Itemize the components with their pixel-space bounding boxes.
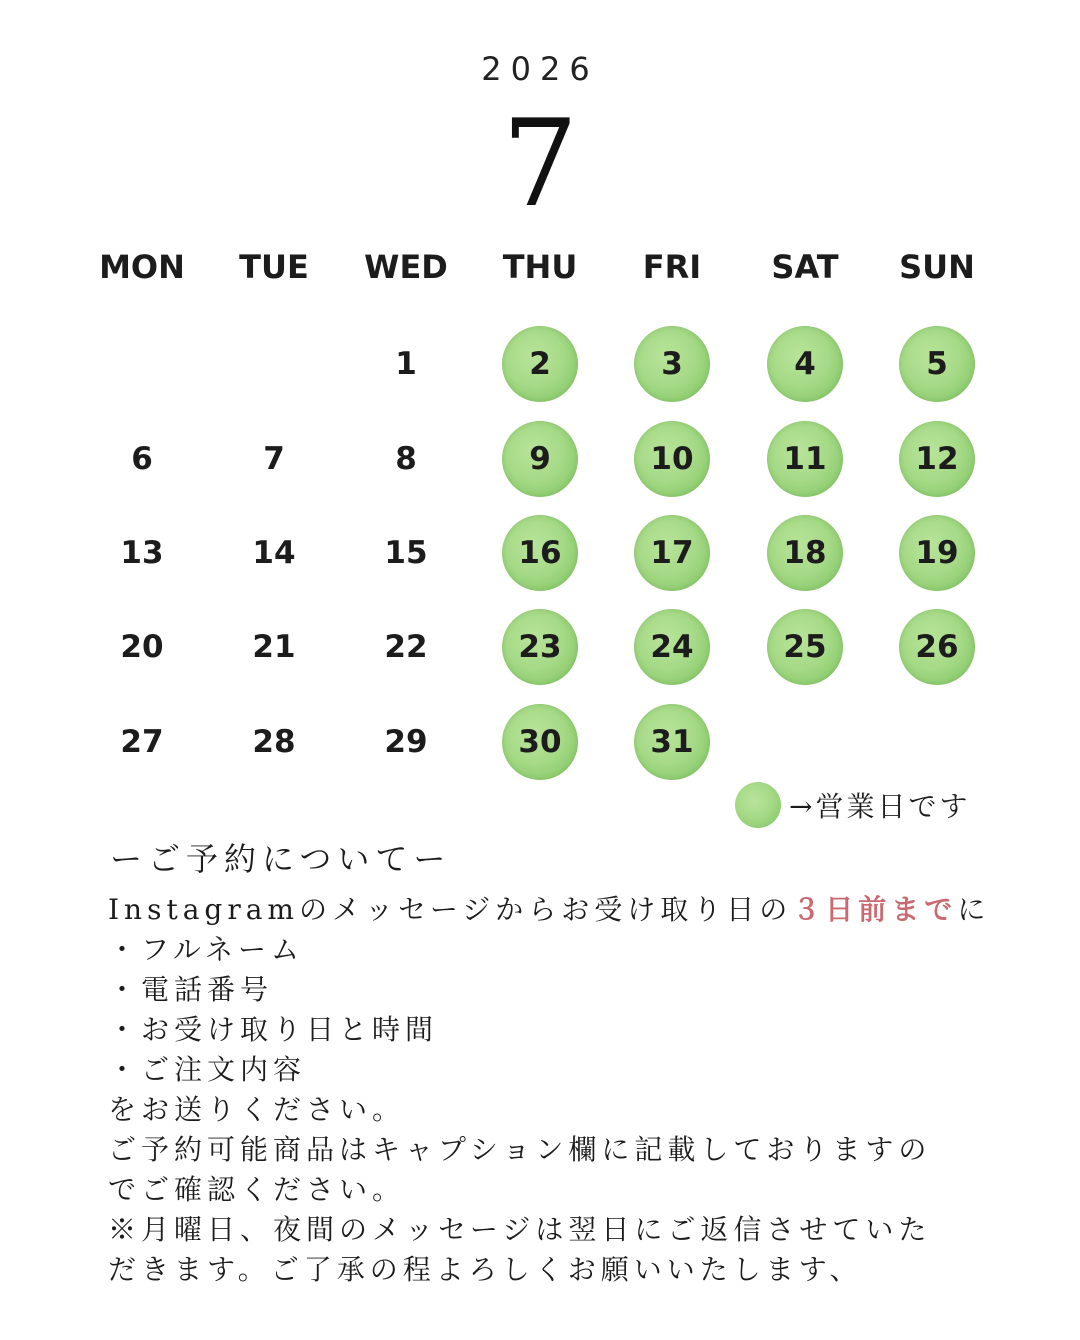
reservation-title: ーご予約についてー [110,840,452,878]
calendar-day-open: 31 [634,704,710,780]
calendar-day: 8 [395,441,417,477]
calendar-day-open: 12 [899,421,975,497]
weekday-tue: TUE [239,248,309,286]
weekday-thu: THU [502,248,578,286]
calendar-day-open: 23 [502,609,578,685]
weekday-mon: MON [99,248,185,286]
note-line: をお送りください。 [108,1093,406,1126]
note-line: だきます。ご了承の程よろしくお願いいたします、 [108,1253,863,1286]
calendar-day-open: 5 [899,326,975,402]
legend-label: →営業日です [789,790,971,823]
calendar-day: 13 [120,535,164,571]
calendar-day-open: 26 [899,609,975,685]
calendar-day: 7 [263,441,285,477]
calendar-month: 7 [501,95,579,234]
calendar-year: 2026 [481,50,599,88]
calendar-day: 27 [120,724,164,760]
required-item: ・お受け取り日と時間 [108,1013,439,1046]
calendar-day-open: 25 [767,609,843,685]
calendar-day-open: 18 [767,515,843,591]
legend [735,782,970,828]
calendar-day-open: 2 [502,326,578,402]
required-item: ・ご注文内容 [108,1053,307,1086]
calendar-day-open: 11 [767,421,843,497]
calendar-day-open: 9 [502,421,578,497]
calendar-day: 15 [384,535,428,571]
calendar-day: 6 [131,441,153,477]
calendar-day-open: 3 [634,326,710,402]
required-item: ・フルネーム [108,933,305,966]
required-item: ・電話番号 [108,973,274,1006]
calendar-day: 1 [395,346,417,382]
calendar-day-open: 24 [634,609,710,685]
calendar-day: 14 [252,535,296,571]
calendar-day-open: 4 [767,326,843,402]
calendar-day: 28 [252,724,296,760]
calendar-day-open: 17 [634,515,710,591]
open-day-marker-icon [735,782,781,828]
calendar-day: 29 [384,724,428,760]
calendar-day: 21 [252,629,296,665]
calendar-day: 22 [384,629,428,665]
calendar-day-open: 30 [502,704,578,780]
note-line: ※月曜日、夜間のメッセージは翌日にご返信させていた [108,1213,932,1246]
intro-text: Instagramのメッセージからお受け取り日の [108,893,793,926]
calendar-day-open: 16 [502,515,578,591]
deadline-highlight: ３日前まで [792,893,958,926]
weekday-sat: SAT [771,248,839,286]
reservation-intro [108,890,1008,930]
intro-suffix: に [957,893,991,926]
calendar-day-open: 19 [899,515,975,591]
reservation-info [108,890,1008,1290]
weekday-fri: FRI [642,248,702,286]
calendar-day: 20 [120,629,164,665]
note-line: でご確認ください。 [108,1173,406,1206]
weekday-sun: SUN [899,248,975,286]
weekday-wed: WED [364,248,448,286]
calendar-day-open: 10 [634,421,710,497]
note-line: ご予約可能商品はキャプション欄に記載しておりますの [108,1133,932,1166]
